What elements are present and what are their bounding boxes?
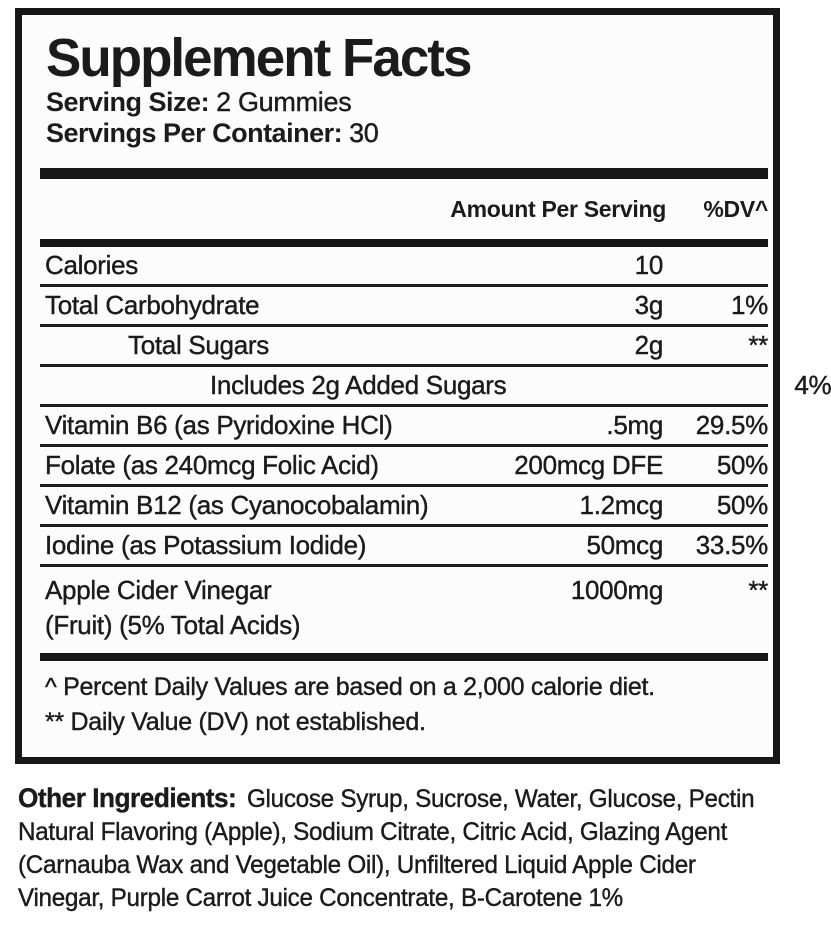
- nutrient-dv: 4%: [794, 370, 831, 400]
- nutrient-amount: 2g: [634, 330, 663, 360]
- table-row-folate: [40, 444, 768, 484]
- nutrient-dv: 50%: [716, 450, 768, 480]
- divider-thick-header: [40, 239, 768, 247]
- table-row-added-sugars: [40, 364, 831, 404]
- nutrient-amount: 10: [634, 250, 663, 280]
- footnotes: [40, 661, 768, 740]
- servings-per-container-line: [46, 118, 768, 149]
- nutrient-name-line1: Apple Cider Vinegar: [45, 575, 272, 605]
- divider-thick-footnotes: [40, 653, 768, 661]
- serving-size-line: [46, 87, 768, 118]
- dv-column-header: %DV^: [703, 195, 768, 222]
- nutrient-name: Vitamin B12 (as Cyanocobalamin): [45, 490, 429, 520]
- servings-per-container-value: 30: [349, 118, 379, 148]
- other-ingredients-line: (Carnauba Wax and Vegetable Oil), Unfiltered Liquid Apple Cider: [18, 851, 696, 879]
- nutrient-amount: 3g: [634, 290, 663, 320]
- footnote-dv-not-established: ** Daily Value (DV) not established.: [45, 708, 426, 736]
- panel-title: Supplement Facts: [46, 28, 471, 88]
- table-row-total-carbohydrate: [40, 284, 768, 324]
- amount-column-header: Amount Per Serving: [450, 195, 666, 222]
- other-ingredients-line: [18, 782, 765, 816]
- nutrient-amount: 1.2mcg: [579, 490, 663, 520]
- nutrient-name: Calories: [45, 250, 138, 280]
- other-ingredients: [18, 782, 788, 915]
- nutrient-dv: 1%: [731, 290, 768, 320]
- nutrient-name: [40, 567, 443, 643]
- other-ingredients-label: Other Ingredients:: [18, 783, 237, 813]
- nutrient-amount: 1000mg: [570, 575, 663, 605]
- nutrient-name: Total Sugars: [128, 330, 269, 360]
- nutrient-dv: 29.5%: [695, 410, 768, 440]
- serving-size-label: Serving Size:: [46, 87, 210, 117]
- nutrient-name: Includes 2g Added Sugars: [210, 370, 507, 400]
- table-row-apple-cider-vinegar: [40, 564, 768, 653]
- divider-thick-top: [40, 168, 768, 179]
- supplement-facts-panel: [15, 8, 831, 764]
- nutrient-amount: 200mcg DFE: [514, 450, 663, 480]
- column-header-row: [40, 179, 768, 239]
- serving-size-value: 2 Gummies: [216, 87, 352, 117]
- nutrient-name: Folate (as 240mcg Folic Acid): [45, 450, 379, 480]
- table-row-vitamin-b6: [40, 404, 768, 444]
- table-row-vitamin-b12: [40, 484, 768, 524]
- nutrient-name: Vitamin B6 (as Pyridoxine HCl): [45, 410, 393, 440]
- nutrient-dv: 33.5%: [695, 530, 768, 560]
- footnote-dv-basis: ^ Percent Daily Values are based on a 2,000 calorie diet.: [45, 673, 655, 701]
- table-row-iodine: [40, 524, 768, 564]
- nutrient-amount: .5mg: [606, 410, 663, 440]
- table-row-total-sugars: [40, 324, 768, 364]
- nutrient-dv: 50%: [716, 490, 768, 520]
- nutrient-name: Iodine (as Potassium Iodide): [45, 530, 367, 560]
- table-row-calories: [40, 247, 768, 284]
- nutrient-dv: **: [748, 575, 768, 605]
- nutrient-name-line2: (Fruit) (5% Total Acids): [45, 610, 301, 640]
- other-ingredients-line: Vinegar, Purple Carrot Juice Concentrate, B-Carotene 1%: [18, 884, 623, 912]
- servings-per-container-label: Servings Per Container:: [46, 118, 343, 148]
- nutrient-name: Total Carbohydrate: [45, 290, 260, 320]
- other-ingredients-text: Glucose Syrup, Sucrose, Water, Glucose, Pectin: [246, 785, 755, 813]
- nutrient-dv: **: [748, 330, 768, 360]
- other-ingredients-line: Natural Flavoring (Apple), Sodium Citrate, Citric Acid, Glazing Agent: [18, 818, 728, 846]
- nutrient-amount: 50mcg: [586, 530, 663, 560]
